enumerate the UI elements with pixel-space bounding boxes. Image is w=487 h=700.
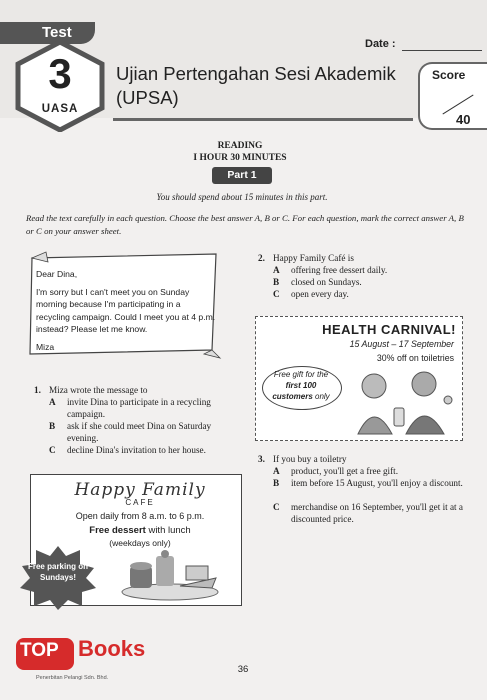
note-text <box>36 268 216 353</box>
gift-text: Free gift for the first 100 customers only <box>272 370 330 401</box>
subject-label: READING <box>217 141 263 151</box>
publisher-name: Penerbitan Pelangi Sdn. Bhd. <box>36 675 109 681</box>
note-greeting: Dear Dina, <box>36 269 78 279</box>
date-field[interactable] <box>402 50 482 51</box>
test-tab: Test <box>0 22 95 44</box>
question-3: 3. If you buy a toiletry A product, you'll get a free gift. B item before 15 August, you'll enjoy a discount. C merchandise on 16 September, you'll get it at a discounted price. <box>258 453 468 533</box>
unit-number: 3 <box>48 50 72 97</box>
page-number: 36 <box>237 664 249 675</box>
people-illustration <box>344 364 458 436</box>
question-stem: Happy Family Café is <box>273 253 354 263</box>
food-illustration <box>120 548 224 602</box>
score-total: 40 <box>456 112 471 127</box>
cafe-offer-note: (weekdays only) <box>109 538 171 548</box>
cafe-name: Happy Family <box>74 480 206 500</box>
cafe-hours: Open daily from 8 a.m. to 6 p.m. <box>75 511 205 521</box>
carnival-dates: 15 August – 17 September <box>349 339 454 349</box>
carnival-title: HEALTH CARNIVAL! <box>322 322 456 337</box>
cafe-subtitle: CAFE <box>125 498 155 507</box>
option-1a[interactable]: A invite Dina to participate in a recycling campaign. <box>49 397 211 420</box>
question-1 <box>34 384 234 464</box>
note-body: I'm sorry but I can't meet you on Sunday morning because I'm participating in a recycling campaign. Could I meet you at 4 p.m. instead? Please let me know. <box>36 287 216 334</box>
option-3b[interactable]: B item before 15 August, you'll enjoy a discount. <box>273 478 463 488</box>
question-stem: Miza wrote the message to <box>49 385 148 395</box>
note-signature: Miza <box>36 342 55 353</box>
section-heading <box>140 140 340 164</box>
date-label: Date : <box>365 38 396 50</box>
parking-text: Free parking on Sundays! <box>27 562 88 582</box>
time-note: You should spend about 15 minutes in this part. <box>156 192 328 202</box>
option-1c[interactable]: C decline Dina's invitation to her house. <box>49 445 206 455</box>
unit-code: UASA <box>41 103 79 115</box>
carnival-discount: 30% off on toiletries <box>376 353 454 363</box>
logo-books: Books <box>78 636 146 661</box>
question-number: 1. <box>34 385 41 395</box>
option-3a[interactable]: A product, you'll get a free gift. <box>273 466 399 476</box>
option-2b[interactable]: B closed on Sundays. <box>273 277 362 287</box>
page-title: Ujian Pertengahan Sesi Akademik (UPSA) <box>116 63 396 108</box>
title-underline <box>113 118 413 121</box>
question-2: 2. Happy Family Café is A offering free dessert daily. B closed on Sundays. C open every day. <box>258 252 468 302</box>
score-label: Score <box>432 68 466 82</box>
cafe-offer: Free dessert with lunch <box>89 525 191 536</box>
part-badge: Part 1 <box>212 167 272 184</box>
question-stem: If you buy a toiletry <box>273 454 347 464</box>
option-2c[interactable]: C open every day. <box>273 289 349 299</box>
instructions: Read the text carefully in each question. Choose the best answer A, B or C. For each question, mark the correct answer A, B or C on your answer sheet. <box>26 213 464 236</box>
option-1b[interactable]: B ask if she could meet Dina on Saturday evening. <box>49 421 212 444</box>
option-2a[interactable]: A offering free dessert daily. <box>273 265 388 275</box>
duration-label: I HOUR 30 MINUTES <box>193 153 287 163</box>
logo-top: TOP <box>20 640 59 661</box>
option-3c[interactable]: C merchandise on 16 September, you'll get it at a discounted price. <box>273 502 463 525</box>
